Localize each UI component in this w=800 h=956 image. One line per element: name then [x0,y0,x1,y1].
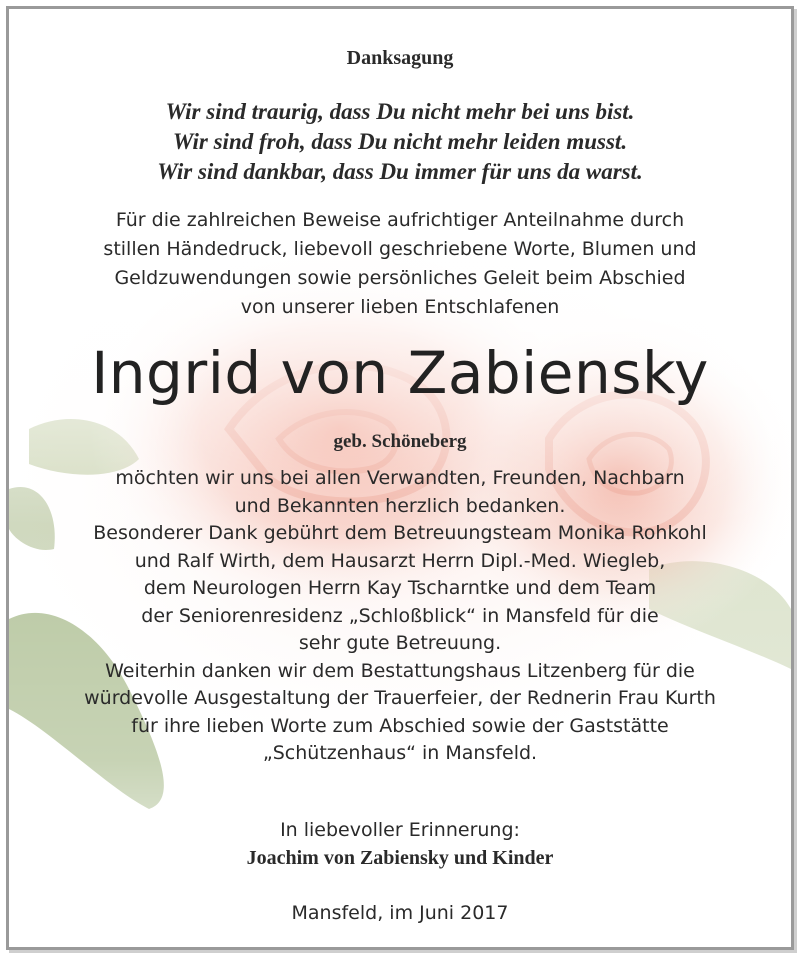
thanks-line: dem Neurologen Herrn Kay Tscharntke und dem Team [143,577,657,599]
intro-paragraph [9,206,791,322]
intro-line: stillen Händedruck, liebevoll geschriebene Worte, Blumen und [103,238,697,260]
motto-line: Wir sind froh, dass Du nicht mehr leiden musst. [172,129,628,154]
maiden-name: geb. Schöneberg [333,431,467,452]
signers: Joachim von Zabiensky und Kinder [246,847,554,869]
motto-line: Wir sind traurig, dass Du nicht mehr bei uns bist. [165,99,635,124]
thanks-line: möchten wir uns bei allen Verwandten, Freunden, Nachbarn [115,467,685,489]
thanks-line: und Ralf Wirth, dem Hausarzt Herrn Dipl.-Med. Wiegleb, [134,549,666,572]
thanks-line: „Schützenhaus“ in Mansfeld. [262,742,538,764]
intro-line: Für die zahlreichen Beweise aufrichtiger Anteilnahme durch [115,209,685,231]
thanks-line: der Seniorenresidenz „Schloßblick“ in Mansfeld für die [141,604,659,627]
thanks-line: sehr gute Betreuung. [298,632,502,654]
thanks-line: Weiterhin danken wir dem Bestattungshaus Litzenberg für die [105,659,695,682]
memory-line: In liebevoller Erinnerung: [280,819,520,841]
intro-line: von unserer lieben Entschlafenen [240,296,560,318]
obituary-frame [6,6,794,950]
motto-verse [9,97,791,187]
motto-line: Wir sind dankbar, dass Du immer für uns da warst. [157,159,643,184]
thanks-paragraph [9,465,791,768]
deceased-name: Ingrid von Zabiensky [91,339,709,407]
place-date: Mansfeld, im Juni 2017 [291,902,509,924]
thanks-line: würdevolle Ausgestaltung der Trauerfeier, der Rednerin Frau Kurth [84,687,716,709]
thanks-line: und Bekannten herzlich bedanken. [234,494,566,517]
notice-heading: Danksagung [346,47,454,69]
thanks-line: Besonderer Dank gebührt dem Betreuungsteam Monika Rohkohl [93,522,707,544]
intro-line: Geldzuwendungen sowie persönliches Geleit beim Abschied [114,267,686,289]
thanks-line: für ihre lieben Worte zum Abschied sowie der Gaststätte [131,714,669,737]
